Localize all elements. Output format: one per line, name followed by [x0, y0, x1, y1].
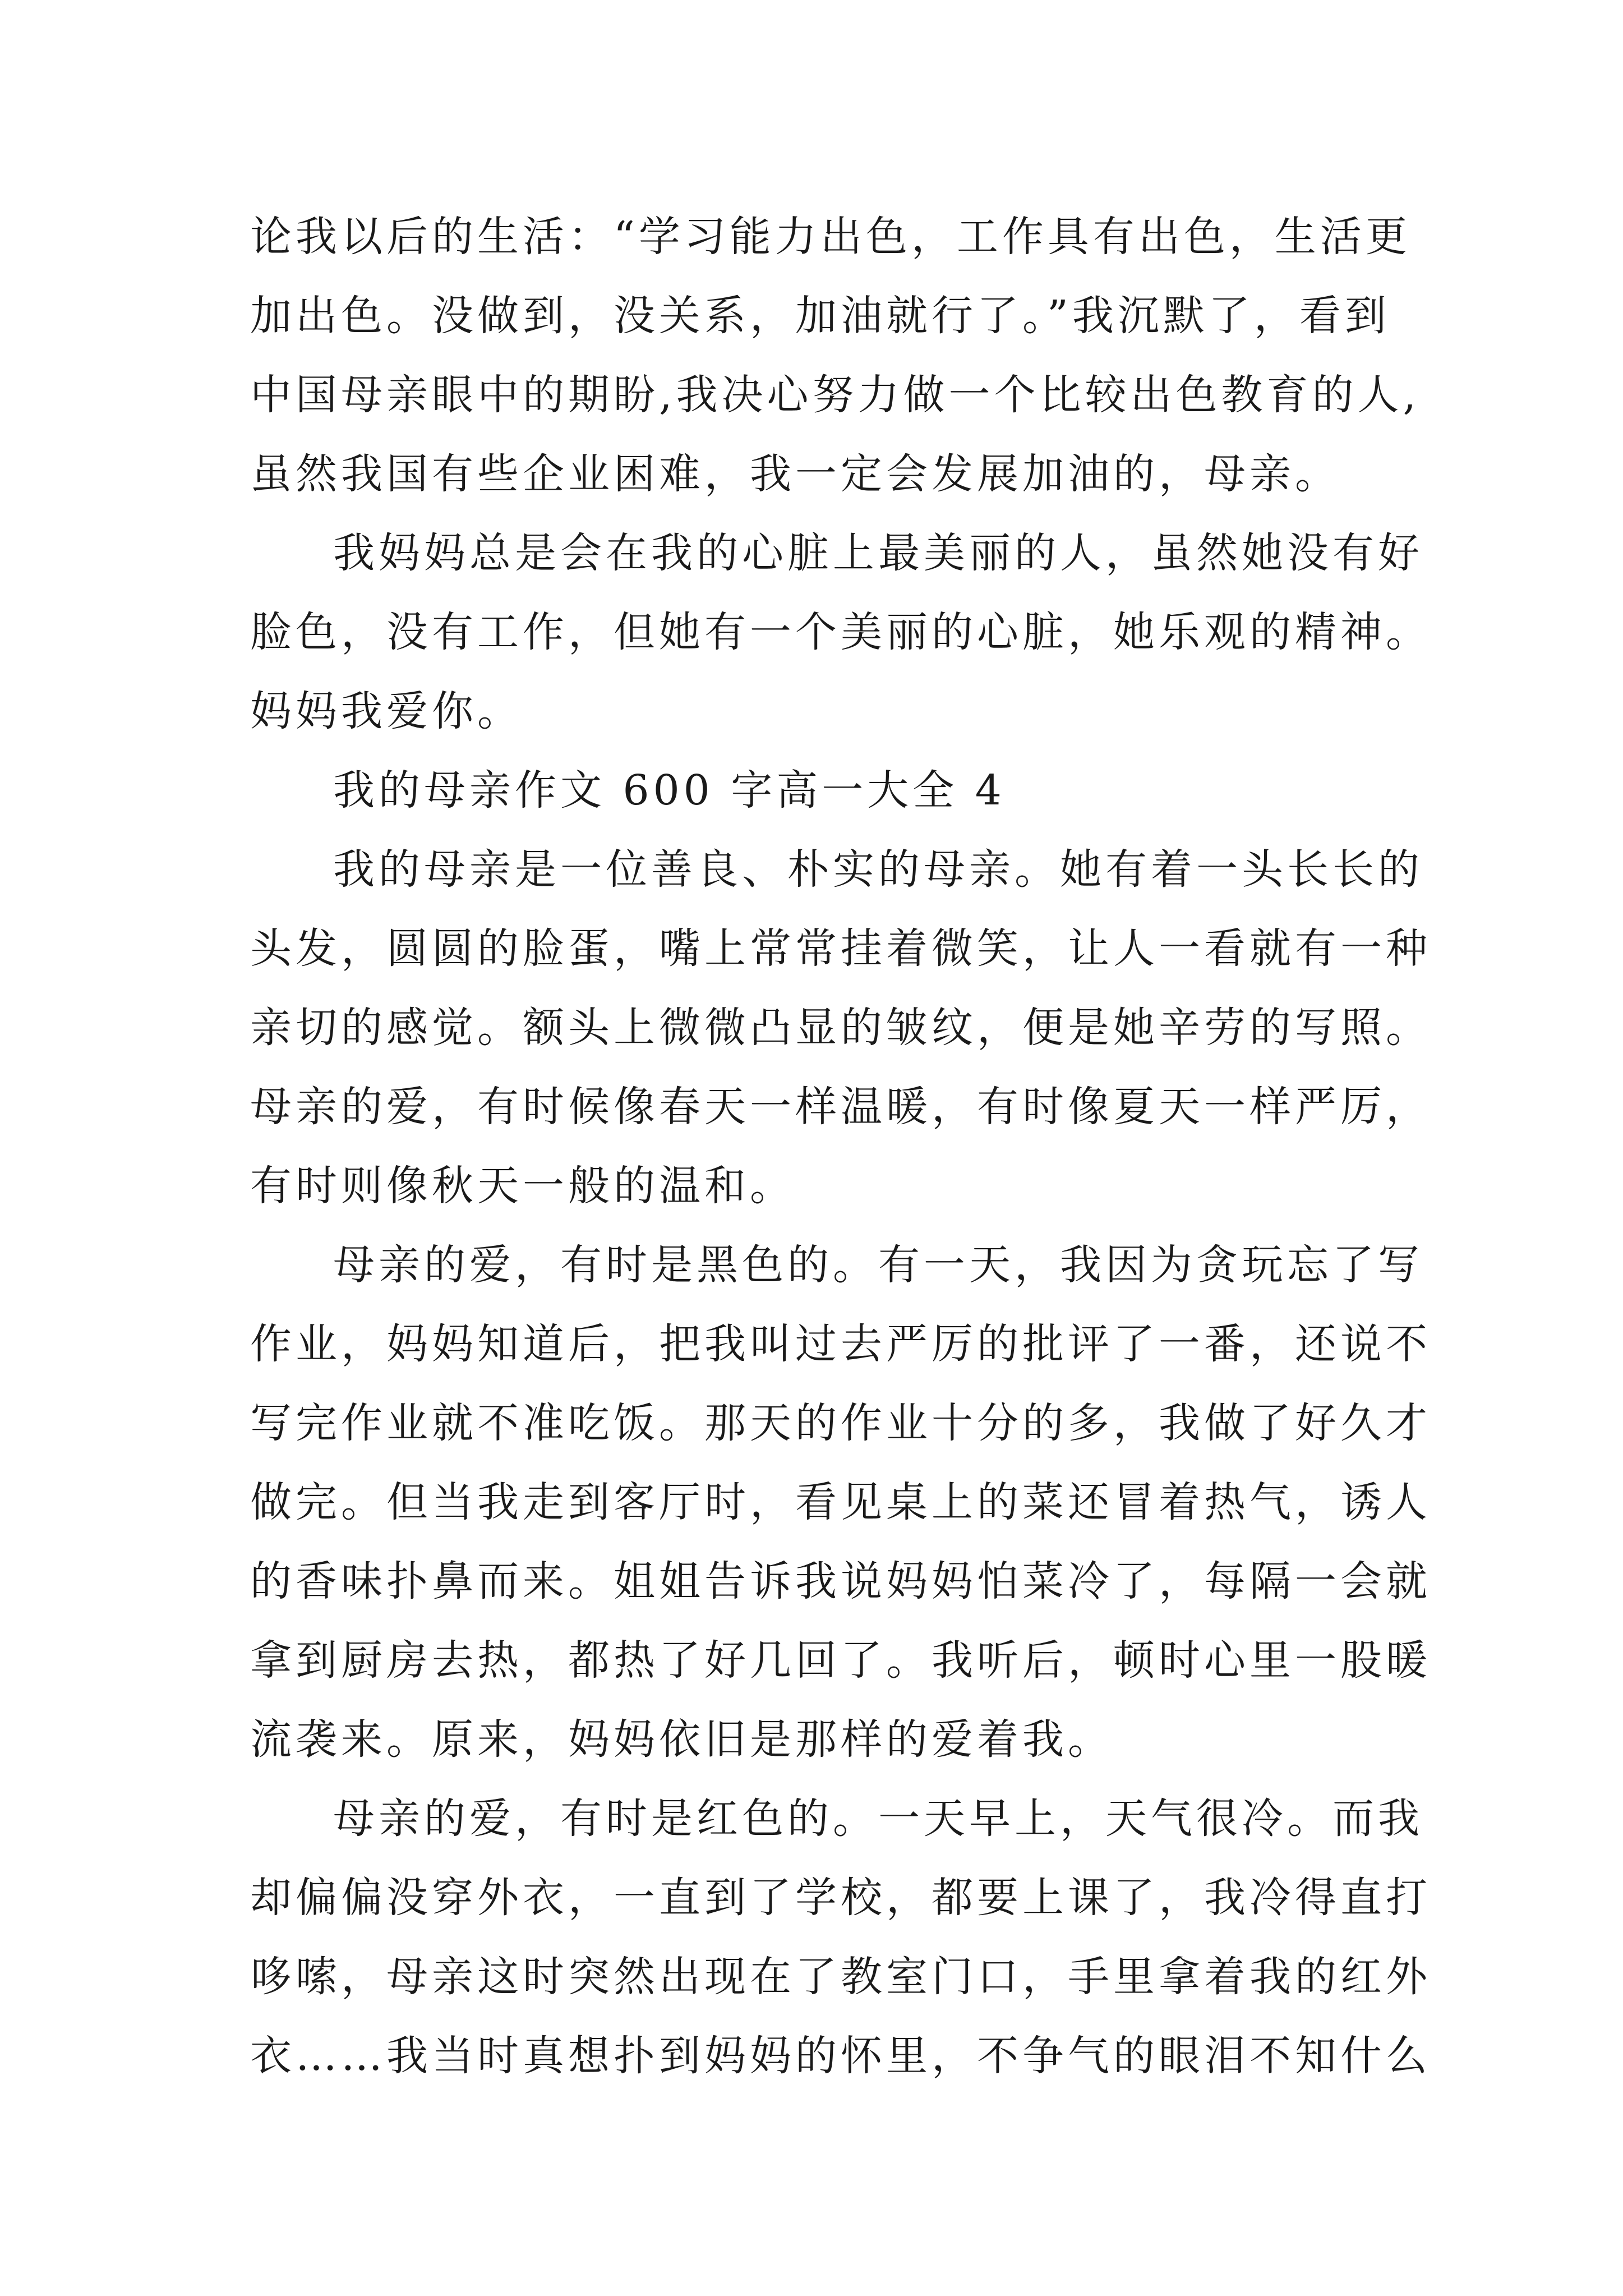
- text-line: 论我以后的生活：“学习能力出色，工作具有出色，生活更: [250, 213, 1411, 261]
- text-line: 中国母亲眼中的期盼,我决心努力做一个比较出色教育的人,: [250, 371, 1421, 419]
- text-line: 写完作业就不准吃饭。那天的作业十分的多，我做了好久才: [250, 1399, 1431, 1447]
- text-line: 流袭来。原来，妈妈依旧是那样的爱着我。: [250, 1715, 1113, 1764]
- text-line: 脸色，没有工作，但她有一个美丽的心脏，她乐观的精神。: [250, 608, 1431, 656]
- text-line: 拿到厨房去热，都热了好几回了。我听后，顿时心里一股暖: [250, 1636, 1431, 1685]
- text-line: 却偏偏没穿外衣，一直到了学校，都要上课了，我冷得直打: [250, 1874, 1431, 1922]
- text-line: 头发，圆圆的脸蛋，嘴上常常挂着微笑，让人一看就有一种: [250, 924, 1431, 973]
- text-line: 妈妈我爱你。: [250, 687, 523, 735]
- text-line: 虽然我国有些企业困难，我一定会发展加油的，母亲。: [250, 450, 1340, 498]
- text-line: 亲切的感觉。额头上微微凸显的皱纹，便是她辛劳的写照。: [250, 1004, 1431, 1052]
- paragraph-first-line: 母亲的爱，有时是红色的。一天早上，天气很冷。而我: [333, 1795, 1423, 1843]
- text-line: 母亲的爱，有时候像春天一样温暖，有时像夏天一样严厉，: [250, 1083, 1431, 1131]
- text-line: 有时则像秋天一般的温和。: [250, 1162, 795, 1210]
- text-line: 做完。但当我走到客厅时，看见桌上的菜还冒着热气，诱人: [250, 1478, 1431, 1526]
- text-line: 的香味扑鼻而来。姐姐告诉我说妈妈怕菜冷了，每隔一会就: [250, 1557, 1431, 1605]
- paragraph-first-line: 母亲的爱，有时是黑色的。有一天，我因为贪玩忘了写: [333, 1241, 1423, 1289]
- paragraph-first-line: 我妈妈总是会在我的心脏上最美丽的人，虽然她没有好: [333, 529, 1423, 577]
- text-line: 衣……我当时真想扑到妈妈的怀里，不争气的眼泪不知什么: [250, 2032, 1431, 2080]
- paragraph-first-line: 我的母亲是一位善良、朴实的母亲。她有着一头长长的: [333, 845, 1423, 894]
- text-line: 加出色。没做到，没关系，加油就行了。”我沉默了，看到: [250, 292, 1390, 340]
- section-heading: 我的母亲作文 600 字高一大全 4: [333, 766, 1006, 815]
- text-line: 作业，妈妈知道后，把我叫过去严厉的批评了一番，还说不: [250, 1320, 1431, 1368]
- text-line: 哆嗦，母亲这时突然出现在了教室门口，手里拿着我的红外: [250, 1953, 1431, 2001]
